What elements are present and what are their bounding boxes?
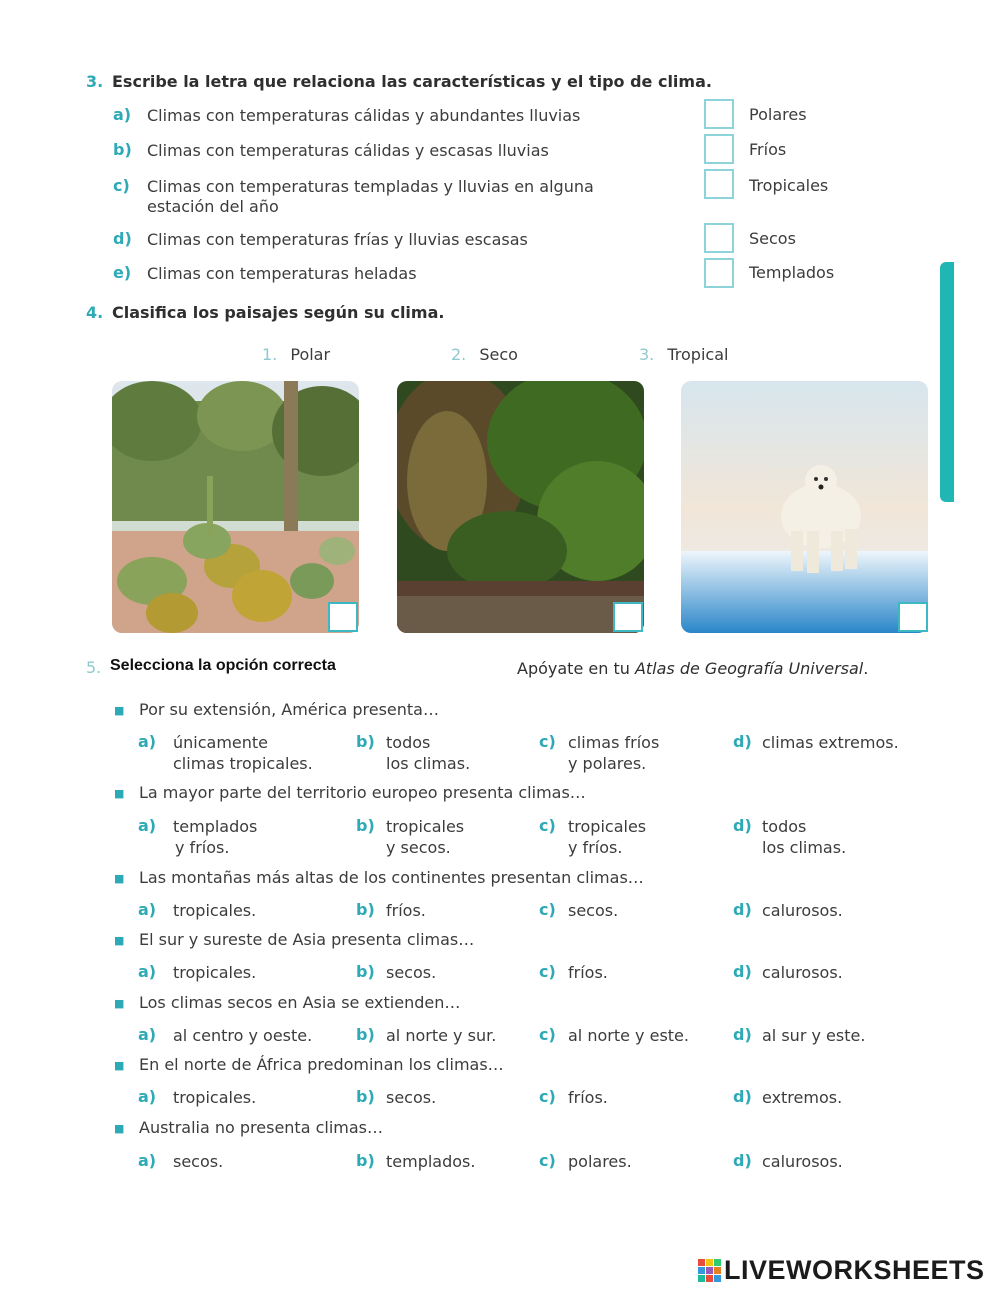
- q5-4-opt-d-letter: d): [733, 962, 752, 981]
- q3-answer-box-2[interactable]: [704, 134, 734, 164]
- opt-line1: tropicales: [386, 817, 465, 836]
- q5-1-opt-c[interactable]: [568, 732, 659, 774]
- liveworksheets-logo-icon: [698, 1259, 722, 1283]
- q5-7-opt-d-letter: d): [733, 1151, 752, 1170]
- q3-climate-5: Templados: [749, 263, 835, 282]
- q3-answer-box-3[interactable]: [704, 169, 734, 199]
- q5-4-opt-c[interactable]: fríos.: [568, 963, 608, 982]
- q5-stem-4: El sur y sureste de Asia presenta climas…: [139, 930, 475, 949]
- q5-3-opt-d[interactable]: calurosos.: [762, 901, 843, 920]
- q5-5-opt-a[interactable]: al centro y oeste.: [173, 1026, 313, 1045]
- q3-title: Escribe la letra que relaciona las características y el tipo de clima.: [112, 72, 712, 91]
- opt-line2: y polares.: [568, 754, 647, 773]
- q3-item-e-text: Climas con temperaturas heladas: [147, 264, 417, 283]
- q3-climate-1: Polares: [749, 105, 807, 124]
- q5-7-opt-c-letter: c): [539, 1151, 556, 1170]
- opt-line1: climas fríos: [568, 733, 660, 752]
- q5-6-opt-a[interactable]: tropicales.: [173, 1088, 257, 1107]
- opt-line2: climas tropicales.: [173, 754, 313, 773]
- q4-title: Clasifica los paisajes según su clima.: [112, 303, 445, 322]
- q5-7-opt-a-letter: a): [138, 1151, 157, 1170]
- bullet-icon: ■: [114, 1122, 125, 1135]
- q5-7-opt-a[interactable]: secos.: [173, 1152, 224, 1171]
- q5-1-opt-d-letter: d): [733, 732, 752, 751]
- q3-answer-box-4[interactable]: [704, 223, 734, 253]
- chapter-sidebar-tab: [940, 262, 954, 502]
- q4-label-num: 2.: [451, 345, 467, 364]
- q3-answer-box-1[interactable]: [704, 99, 734, 129]
- q5-3-opt-c[interactable]: secos.: [568, 901, 619, 920]
- q3-climate-2: Fríos: [749, 140, 787, 159]
- opt-line1: todos: [386, 733, 431, 752]
- q5-hint: [517, 659, 868, 678]
- q5-4-opt-c-letter: c): [539, 962, 556, 981]
- q5-2-opt-a[interactable]: [173, 816, 257, 858]
- q3-item-a-text: Climas con temperaturas cálidas y abundantes lluvias: [147, 106, 581, 125]
- q5-6-opt-a-letter: a): [138, 1087, 157, 1106]
- q5-hint-prefix: Apóyate en tu: [517, 659, 635, 678]
- q5-7-opt-b-letter: b): [356, 1151, 375, 1170]
- q3-item-d-letter: d): [113, 229, 132, 248]
- q5-2-opt-b-letter: b): [356, 816, 375, 835]
- q5-2-opt-c[interactable]: [568, 816, 646, 858]
- photo-1-answer-box[interactable]: [328, 602, 358, 632]
- polar-bear-photo: [681, 381, 928, 633]
- q5-2-opt-a-letter: a): [138, 816, 157, 835]
- brand-wordmark: LIVEWORKSHEETS: [724, 1255, 985, 1285]
- q5-number: 5.: [86, 658, 102, 677]
- q5-3-opt-b[interactable]: fríos.: [386, 901, 426, 920]
- q5-4-opt-b[interactable]: secos.: [386, 963, 437, 982]
- q3-answer-box-5[interactable]: [704, 258, 734, 288]
- q5-stem-1: Por su extensión, América presenta…: [139, 700, 439, 719]
- q3-number: 3.: [86, 72, 104, 91]
- q5-1-opt-c-letter: c): [539, 732, 556, 751]
- q5-4-opt-a-letter: a): [138, 962, 157, 981]
- q3-item-b-text: Climas con temperaturas cálidas y escasas lluvias: [147, 141, 549, 160]
- q5-7-opt-b[interactable]: templados.: [386, 1152, 476, 1171]
- q4-label-text: Polar: [290, 345, 331, 364]
- bullet-icon: ■: [114, 934, 125, 947]
- q3-item-d-text: Climas con temperaturas frías y lluvias escasas: [147, 230, 528, 249]
- q3-item-a-letter: a): [113, 105, 132, 124]
- q5-5-opt-a-letter: a): [138, 1025, 157, 1044]
- polar-bear-illustration: [681, 381, 928, 633]
- q5-2-opt-b[interactable]: [386, 816, 464, 858]
- q5-7-opt-d[interactable]: calurosos.: [762, 1152, 843, 1171]
- q5-2-opt-d-letter: d): [733, 816, 752, 835]
- q3-climate-4: Secos: [749, 229, 796, 248]
- bullet-icon: ■: [114, 997, 125, 1010]
- q4-label-num: 3.: [639, 345, 655, 364]
- bullet-icon: ■: [114, 704, 125, 717]
- tropical-forest-photo: [397, 381, 644, 633]
- q5-2-opt-d[interactable]: [762, 816, 846, 858]
- photo-3-answer-box[interactable]: [898, 602, 928, 632]
- q5-4-opt-d[interactable]: calurosos.: [762, 963, 843, 982]
- q5-6-opt-b-letter: b): [356, 1087, 375, 1106]
- desert-cactus-illustration: [112, 381, 359, 633]
- q3-item-c-text-line2: estación del año: [147, 197, 279, 216]
- q5-5-opt-c[interactable]: al norte y este.: [568, 1026, 689, 1045]
- q5-2-opt-c-letter: c): [539, 816, 556, 835]
- q5-hint-italic: Atlas de Geografía Universal: [634, 659, 864, 678]
- opt-line2: y secos.: [386, 838, 451, 857]
- q5-3-opt-b-letter: b): [356, 900, 375, 919]
- bullet-icon: ■: [114, 872, 125, 885]
- q3-item-e-letter: e): [113, 263, 132, 282]
- q4-number: 4.: [86, 303, 104, 322]
- q3-item-c-letter: c): [113, 176, 130, 195]
- q4-label-polar: [262, 345, 330, 364]
- opt-line1: templados: [173, 817, 258, 836]
- q4-label-text: Tropical: [667, 345, 729, 364]
- q5-stem-3: Las montañas más altas de los continentes presentan climas…: [139, 868, 644, 887]
- opt-line2: y fríos.: [568, 838, 623, 857]
- q4-label-seco: [451, 345, 518, 364]
- opt-line1: únicamente: [173, 733, 269, 752]
- q5-stem-2: La mayor parte del territorio europeo presenta climas…: [139, 783, 586, 802]
- q5-stem-7: Australia no presenta climas…: [139, 1118, 383, 1137]
- q5-stem-6: En el norte de África predominan los climas…: [139, 1055, 504, 1074]
- q5-title: Selecciona la opción correcta: [110, 657, 336, 674]
- bullet-icon: ■: [114, 1059, 125, 1072]
- q4-label-num: 1.: [262, 345, 278, 364]
- q5-6-opt-c-letter: c): [539, 1087, 556, 1106]
- q5-3-opt-a[interactable]: tropicales.: [173, 901, 257, 920]
- opt-line1: todos: [762, 817, 807, 836]
- q5-6-opt-d-letter: d): [733, 1087, 752, 1106]
- q5-1-opt-d[interactable]: climas extremos.: [762, 733, 899, 752]
- logo-grid-icon: [698, 1259, 722, 1283]
- q5-3-opt-a-letter: a): [138, 900, 157, 919]
- q5-stem-5: Los climas secos en Asia se extienden…: [139, 993, 461, 1012]
- opt-line1: tropicales: [568, 817, 647, 836]
- q5-7-opt-c[interactable]: polares.: [568, 1152, 632, 1171]
- q5-1-opt-a-letter: a): [138, 732, 157, 751]
- q5-6-opt-b[interactable]: secos.: [386, 1088, 437, 1107]
- q3-climate-3: Tropicales: [749, 176, 829, 195]
- q5-5-opt-d[interactable]: al sur y este.: [762, 1026, 866, 1045]
- q5-1-opt-b[interactable]: [386, 732, 470, 774]
- q5-5-opt-c-letter: c): [539, 1025, 556, 1044]
- opt-line2: y fríos.: [175, 838, 230, 857]
- bullet-icon: ■: [114, 787, 125, 800]
- q5-6-opt-d[interactable]: extremos.: [762, 1088, 843, 1107]
- q5-6-opt-c[interactable]: fríos.: [568, 1088, 608, 1107]
- q5-5-opt-b[interactable]: al norte y sur.: [386, 1026, 497, 1045]
- opt-line2: los climas.: [386, 754, 471, 773]
- q3-item-c-text: Climas con temperaturas templadas y lluvias en alguna: [147, 177, 594, 196]
- desert-cactus-photo: [112, 381, 359, 633]
- q4-label-text: Seco: [479, 345, 518, 364]
- q3-item-b-letter: b): [113, 140, 132, 159]
- photo-2-answer-box[interactable]: [613, 602, 643, 632]
- tropical-forest-illustration: [397, 381, 644, 633]
- opt-line2: los climas.: [762, 838, 847, 857]
- q5-4-opt-a[interactable]: tropicales.: [173, 963, 257, 982]
- q5-5-opt-d-letter: d): [733, 1025, 752, 1044]
- q5-3-opt-d-letter: d): [733, 900, 752, 919]
- q5-4-opt-b-letter: b): [356, 962, 375, 981]
- q5-3-opt-c-letter: c): [539, 900, 556, 919]
- q4-label-tropical: [639, 345, 728, 364]
- q5-1-opt-b-letter: b): [356, 732, 375, 751]
- q5-hint-suffix: .: [863, 659, 869, 678]
- q5-1-opt-a[interactable]: [173, 732, 313, 774]
- q5-5-opt-b-letter: b): [356, 1025, 375, 1044]
